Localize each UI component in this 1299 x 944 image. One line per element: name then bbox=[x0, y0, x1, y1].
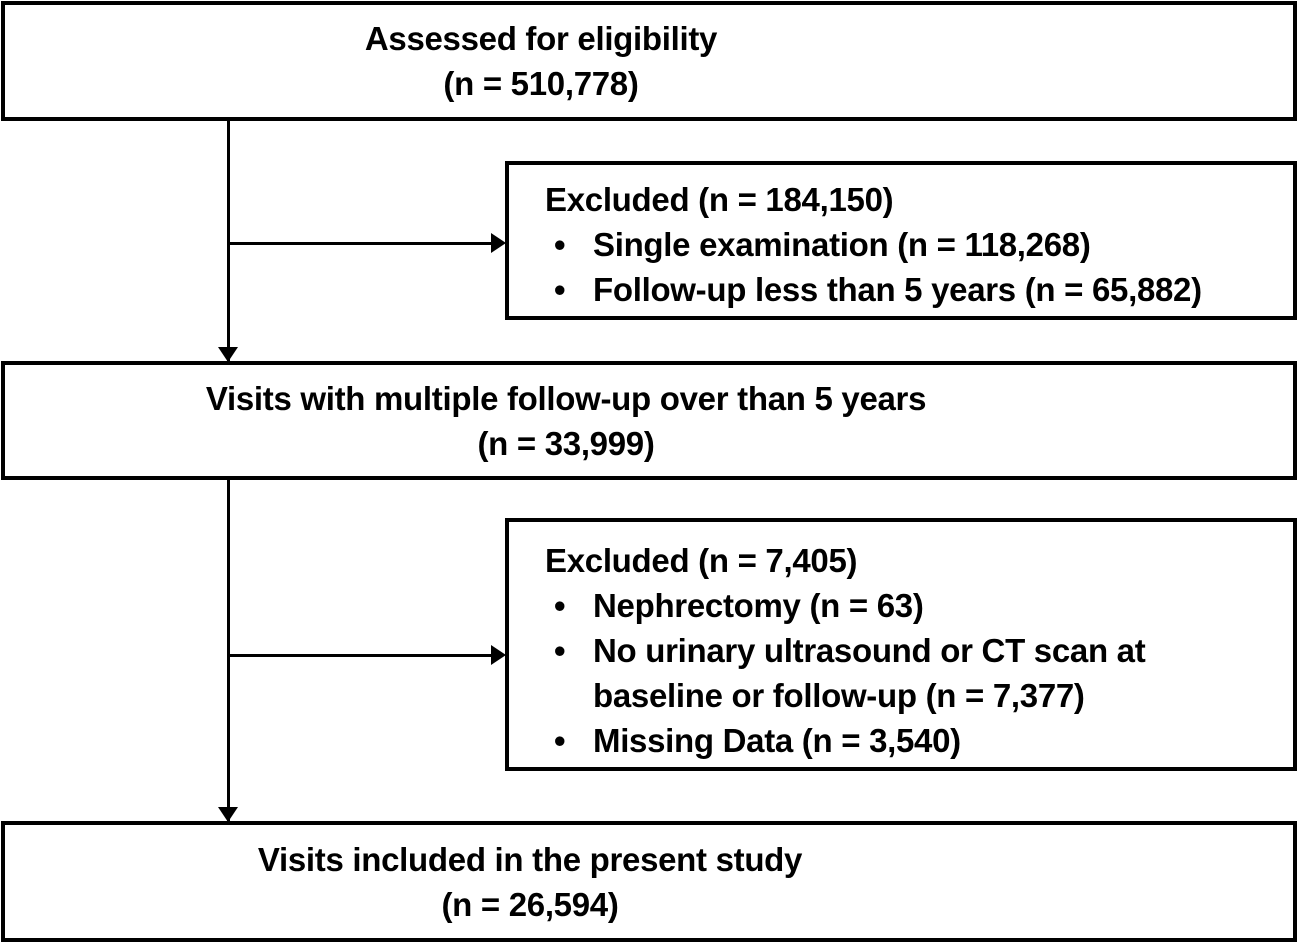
box-excluded-first bbox=[505, 161, 1297, 320]
box-included-in-study bbox=[1, 821, 1297, 942]
connector-branch-1 bbox=[227, 242, 495, 245]
bullet-icon: • bbox=[554, 722, 566, 759]
exclusion-title: Excluded (n = 7,405) bbox=[545, 542, 858, 579]
box-count: (n = 26,594) bbox=[441, 885, 619, 923]
list-item bbox=[545, 267, 1279, 312]
box-title: Visits included in the present study bbox=[257, 840, 803, 878]
exclusion-title: Excluded (n = 184,150) bbox=[545, 181, 894, 218]
box-excluded-second bbox=[505, 518, 1297, 771]
box-title: Assessed for eligibility bbox=[364, 20, 718, 57]
arrowhead-right-icon bbox=[491, 645, 506, 665]
arrowhead-right-icon bbox=[491, 233, 506, 253]
bullet-icon: • bbox=[554, 226, 566, 263]
list-item bbox=[545, 583, 1279, 628]
box-title: Visits with multiple follow-up over than 5 years bbox=[205, 379, 927, 417]
box-count: (n = 510,778) bbox=[443, 65, 639, 102]
connector-branch-2 bbox=[227, 654, 495, 657]
exclusion-reason: No urinary ultrasound or CT scan at baseline or follow-up (n = 7,377) bbox=[593, 632, 1146, 714]
exclusion-list bbox=[545, 222, 1279, 312]
exclusion-reason: Single examination (n = 118,268) bbox=[593, 226, 1091, 263]
list-item bbox=[545, 222, 1279, 267]
box-visits-multiple-follow-up bbox=[1, 361, 1297, 480]
exclusion-reason: Missing Data (n = 3,540) bbox=[593, 722, 961, 759]
list-item bbox=[545, 718, 1279, 763]
bullet-icon: • bbox=[554, 587, 566, 624]
arrowhead-down-icon bbox=[218, 807, 238, 822]
exclusion-list bbox=[545, 583, 1279, 763]
bullet-icon: • bbox=[554, 271, 566, 308]
exclusion-reason: Nephrectomy (n = 63) bbox=[593, 587, 924, 624]
box-count: (n = 33,999) bbox=[477, 424, 655, 462]
connector-vertical-2 bbox=[227, 480, 230, 821]
list-item bbox=[545, 628, 1279, 718]
arrowhead-down-icon bbox=[218, 347, 238, 362]
exclusion-reason: Follow-up less than 5 years (n = 65,882) bbox=[593, 271, 1202, 308]
bullet-icon: • bbox=[554, 632, 566, 669]
box-assessed-for-eligibility bbox=[1, 1, 1297, 121]
